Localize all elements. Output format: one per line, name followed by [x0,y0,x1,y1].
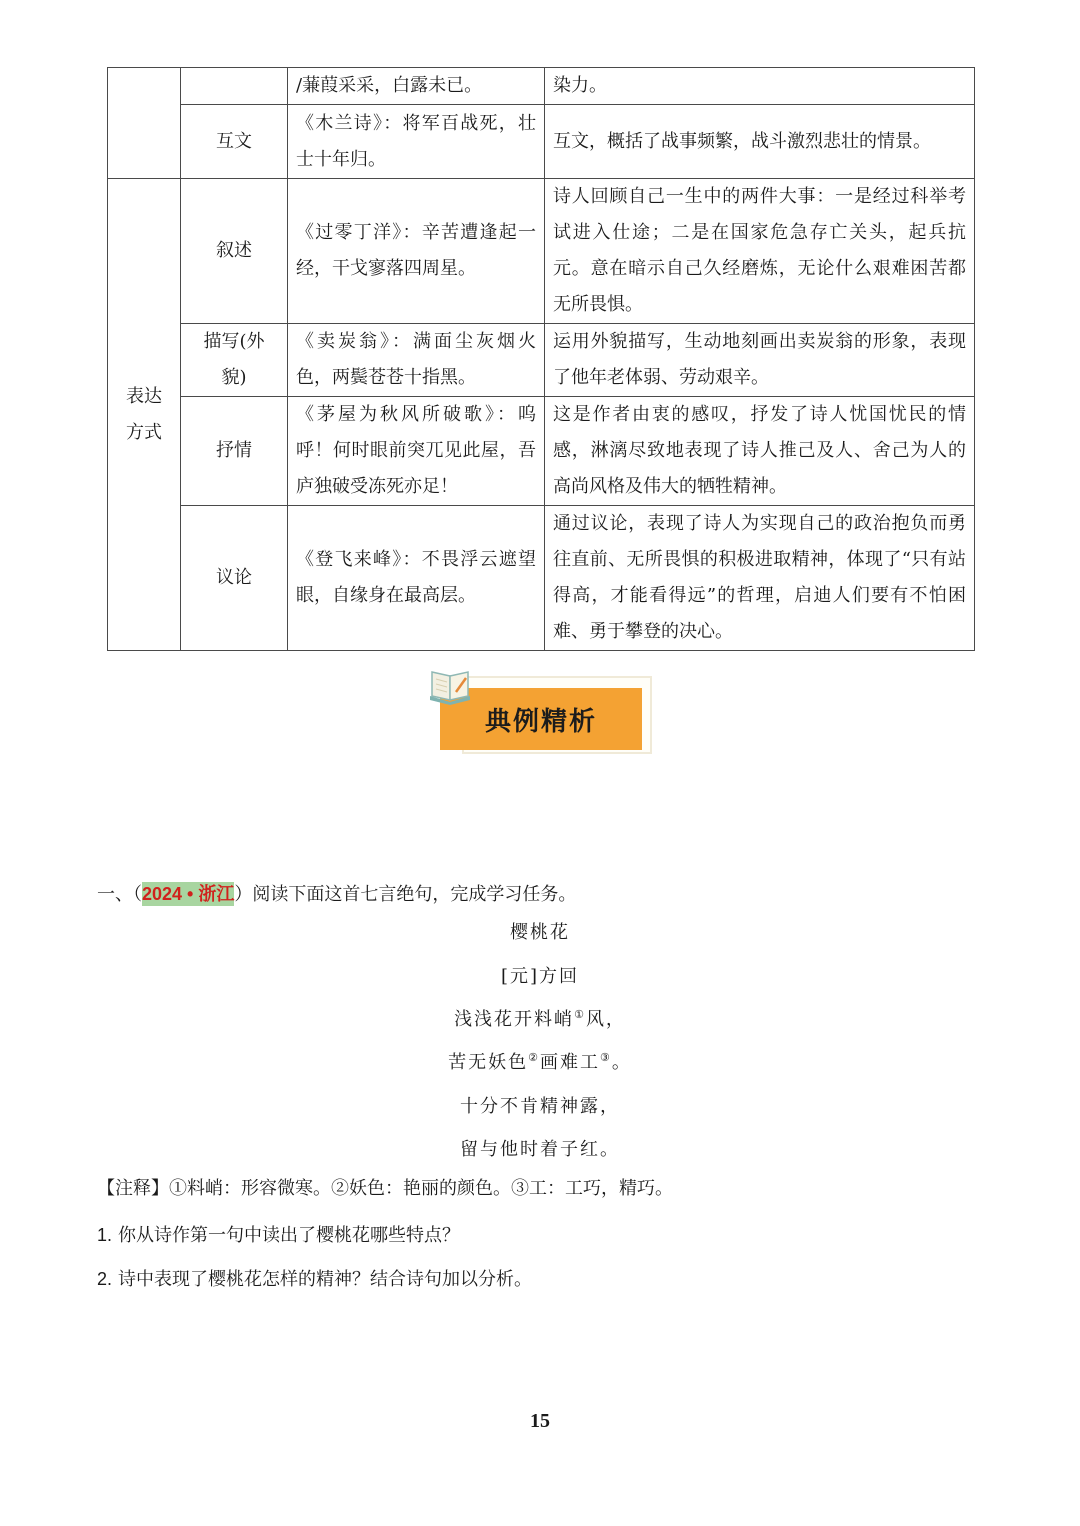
method-cell: 叙述 [181,179,288,324]
example-cell: /蒹葭采采，白露未已。 [288,68,545,105]
note-marker: ② [528,1051,540,1064]
poem-text: 画难工 [540,1052,600,1073]
poem-line: 留与他时着子红。 [460,1139,620,1160]
method-cell [181,68,288,105]
example-cell: 《登飞来峰》：不畏浮云遮望眼，自缘身在最高层。 [288,506,545,651]
task-item [97,1265,532,1291]
poem-line [0,1005,1080,1031]
table-row [108,506,975,651]
banner-title: 典例精析 [484,706,597,737]
annotation-notes: 【注释】①料峭：形容微寒。②妖色：艳丽的颜色。③工：工巧，精巧。 [97,1178,673,1199]
task-text: 诗中表现了樱桃花怎样的精神？结合诗句加以分析。 [118,1269,533,1290]
method-cell: 抒情 [181,397,288,506]
rhetoric-table [107,67,975,651]
poem-text: 风， [585,1009,626,1030]
analysis-cell: 通过议论，表现了诗人为实现自己的政治抱负而勇往直前、无所畏惧的积极进取精神，体现了“只有站得高，才能看得远”的哲理，启迪人们要有不怕困难、勇于攀登的决心。 [545,506,975,651]
poem-text: 浅浅花开料峭 [454,1009,575,1030]
table-row [108,68,975,105]
question-instruction: ）阅读下面这首七言绝句，完成学习任务。 [234,884,577,905]
analysis-cell: 诗人回顾自己一生中的两件大事：一是经过科举考试进入仕途；二是在国家危急存亡关头，起兵抗元。意在暗示自己久经磨炼，无论什么艰难困苦都无所畏惧。 [545,179,975,324]
example-cell: 《卖炭翁》：满面尘灰烟火色，两鬓苍苍十指黑。 [288,324,545,397]
category-label: 表达方式 [126,385,162,443]
method-cell [181,324,288,397]
note-marker: ③ [600,1051,612,1064]
source-tag: 2024 • 浙江 [142,884,235,904]
category-cell [108,68,181,179]
section-banner [428,664,654,756]
method-label: 描写(外貌) [203,331,265,388]
analysis-cell: 这是作者由衷的感叹，抒发了诗人忧国忧民的情感，淋漓尽致地表现了诗人推己及人、舍己为人的高尚风格及伟大的牺牲精神。 [545,397,975,506]
poem-line: 十分不肯精神露， [460,1096,620,1117]
task-number: 2. [97,1269,113,1289]
example-cell: 《过零丁洋》：辛苦遭逢起一经，干戈寥落四周星。 [288,179,545,324]
analysis-cell: 互文，概括了战事频繁，战斗激烈悲壮的情景。 [545,105,975,179]
poem-author: [元]方回 [500,966,580,987]
note-marker: ① [574,1008,586,1021]
method-cell: 互文 [181,105,288,179]
method-cell: 议论 [181,506,288,651]
question-prefix: 一、（ [97,884,142,905]
task-item [97,1221,460,1247]
category-cell [108,179,181,651]
poem-line [0,1048,1080,1074]
analysis-cell: 染力。 [545,68,975,105]
poem-text: 苦无妖色 [448,1052,529,1073]
poem-title: 樱桃花 [510,922,570,943]
poem-text: 。 [611,1052,632,1073]
table-row [108,324,975,397]
page-number: 15 [530,1410,550,1432]
analysis-cell: 运用外貌描写，生动地刻画出卖炭翁的形象，表现了他年老体弱、劳动艰辛。 [545,324,975,397]
example-cell: 《茅屋为秋风所破歌》：呜呼！何时眼前突兀见此屋，吾庐独破受冻死亦足！ [288,397,545,506]
question-heading [97,876,576,913]
table-row [108,105,975,179]
task-number: 1. [97,1225,113,1245]
table-row [108,179,975,324]
table-row [108,397,975,506]
example-cell: 《木兰诗》：将军百战死，壮士十年归。 [288,105,545,179]
book-icon [428,664,474,706]
task-text: 你从诗作第一句中读出了樱桃花哪些特点？ [118,1225,461,1246]
